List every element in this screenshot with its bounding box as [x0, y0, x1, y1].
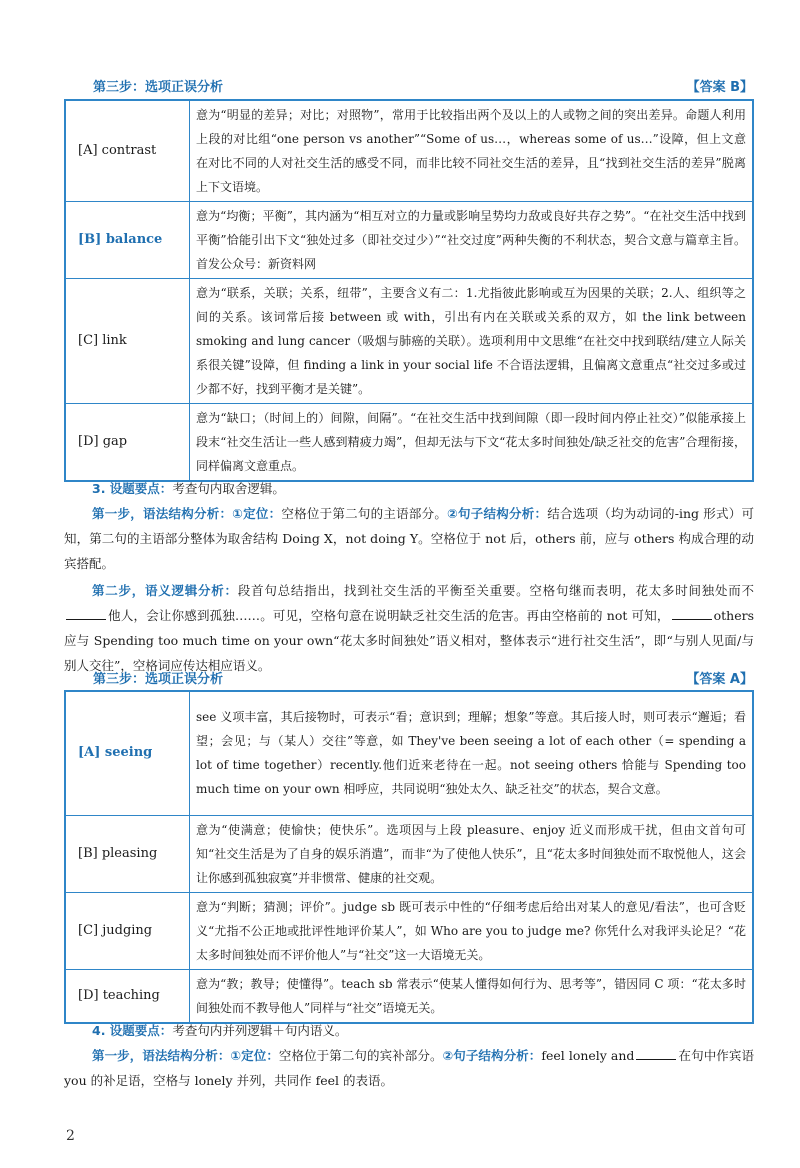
option-analysis: 意为“教；教导；使懂得”。teach sb 常表示“使某人懂得如何行为、思考等”，错因同 C 项：“花太多时间独处而不教导他人”同样与“社交”语境无关。 — [190, 969, 754, 1023]
table-row — [65, 892, 753, 969]
option-label: [B] pleasing — [65, 815, 190, 892]
option-analysis: 意为“判断；猜测；评价”。judge sb 既可表示中性的“仔细考虑后给出对某人的意见/看法”，也可含贬义“尤指不公正地或批评性地评价某人”，如 Who are you to judge me? 你凭什么对我评头论足？“花太多时间独处而不评价他人”与“社交”这一大语境无关。 — [190, 892, 754, 969]
option-label: [C] judging — [65, 892, 190, 969]
step3-title: 第三步：选项正误分析 — [93, 672, 224, 687]
table-row — [65, 815, 753, 892]
step3-title: 第三步：选项正误分析 — [93, 80, 224, 95]
table-row — [65, 691, 753, 815]
option-analysis: 意为“均衡；平衡”，其内涵为“相互对立的力量或影响呈势均力敌或良好共存之势”。“在社交生活中找到平衡”恰能引出下文“独处过多（即社交过少）”“社交过度”两种失衡的不利状态，契合文意与篇章主旨。首发公众号：新资料网 — [190, 202, 754, 279]
options-table-a — [64, 99, 754, 482]
table-row — [65, 969, 753, 1023]
option-label: [A] contrast — [65, 100, 190, 202]
blank-line — [66, 607, 106, 620]
option-label: [D] teaching — [65, 969, 190, 1023]
blank-line — [672, 607, 712, 620]
option-analysis: 意为“使满意；使愉快；使快乐”。选项因与上段 pleasure、enjoy 近义而形成干扰，但由文首句可知“社交生活是为了自身的娱乐消遣”，而非“为了使他人快乐”，且“花太多时间独处而不取悦他人，这会让你感到孤独寂寞”并非惯常、健康的社交观。 — [190, 815, 754, 892]
options-table-b — [64, 690, 754, 1024]
option-label: [D] gap — [65, 404, 190, 482]
table-row — [65, 279, 753, 404]
point4-heading: 4. 设题要点：考查句内并列逻辑＋句内语义。 — [92, 1023, 348, 1038]
option-analysis: 意为“联系，关联；关系，纽带”，主要含义有二：1.尤指彼此影响或互为因果的关联；2.人、组织等之间的关系。该词常后接 between 或 with，引出有内在关联或关系的双方，如 the link between smoking and lung cancer（吸烟与肺癌的关联）。选项利用中文思维“在社交中找到联结/建立人际关系很关键”设障，但 finding a link in your social life 不合语法逻辑，且偏离文意重点“社交过多或过少都不好，找到平衡才是关键”。 — [190, 279, 754, 404]
option-analysis: 意为“缺口；（时间上的）间隙，间隔”。“在社交生活中找到间隙（即一段时间内停止社交）”似能承接上段末“社交生活让一些人感到精疲力竭”，但却无法与下文“花太多时间独处/缺乏社交的危害”合理衔接，同样偏离文意重点。 — [190, 404, 754, 482]
table-row — [65, 202, 753, 279]
step3-header-b — [93, 668, 753, 687]
option-analysis: 意为“明显的差异；对比；对照物”，常用于比较指出两个及以上的人或物之间的突出差异。命题人利用上段的对比组“one person vs another”“Some of us…，whereas some of us…”设障，但上文意在对比不同的人对社交生活的感受不同，而非比较不同社交生活的差异，且“找到社交生活的差异”脱离上下文语境。 — [190, 100, 754, 202]
point3-heading: 3. 设题要点：考查句内取舍逻辑。 — [92, 481, 285, 496]
answer-badge: 【答案 B】 — [686, 80, 753, 95]
table-row — [65, 100, 753, 202]
point3-step1: 第一步，语法结构分析：①定位：空格位于第二句的主语部分。②句子结构分析：结合选项（均为动词的-ing 形式）可知，第二句的主语部分整体为取舍结构 Doing X，not doing Y。空格位于 not 后，others 前，应与 others 构成合理的动宾搭配。 — [64, 506, 754, 571]
blank-line — [636, 1047, 676, 1060]
step3-header-a — [93, 76, 753, 95]
point4-step1: 第一步，语法结构分析：①定位：空格位于第二句的宾补部分。②句子结构分析：feel lonely and 在句中作宾语 you 的补足语，空格与 lonely 并列，共同作 feel 的表语。 — [64, 1048, 754, 1088]
answer-badge: 【答案 A】 — [686, 672, 753, 687]
table-row — [65, 404, 753, 482]
option-label-correct: [A] seeing — [65, 691, 190, 815]
option-label: [C] link — [65, 279, 190, 404]
option-label-correct: [B] balance — [65, 202, 190, 279]
page-number: 2 — [66, 1128, 75, 1144]
point3-step2: 第二步，语义逻辑分析：段首句总结指出，找到社交生活的平衡至关重要。空格句继而表明，花太多时间独处而不他人，会让你感到孤独……。可见，空格句意在说明缺乏社交生活的危害。再由空格前的 not 可知， others 应与 Spending too much time on your own“花太多时间独处”语义相对，整体表示“进行社交生活”，即“与别人见面/与别人交往”，空格词应传达相应语义。 — [64, 583, 754, 673]
option-analysis: see 义项丰富，其后接物时，可表示“看；意识到；理解；想象”等意。其后接人时，则可表示“邂逅；看望；会见；与（某人）交往”等意，如 They've been seeing a lot of each other（= spending a lot of time together）recently.他们近来老待在一起。not seeing others 恰能与 Spending too much time on your own 相呼应，共同说明“独处太久、缺乏社交”的状态，契合文意。 — [190, 691, 754, 815]
